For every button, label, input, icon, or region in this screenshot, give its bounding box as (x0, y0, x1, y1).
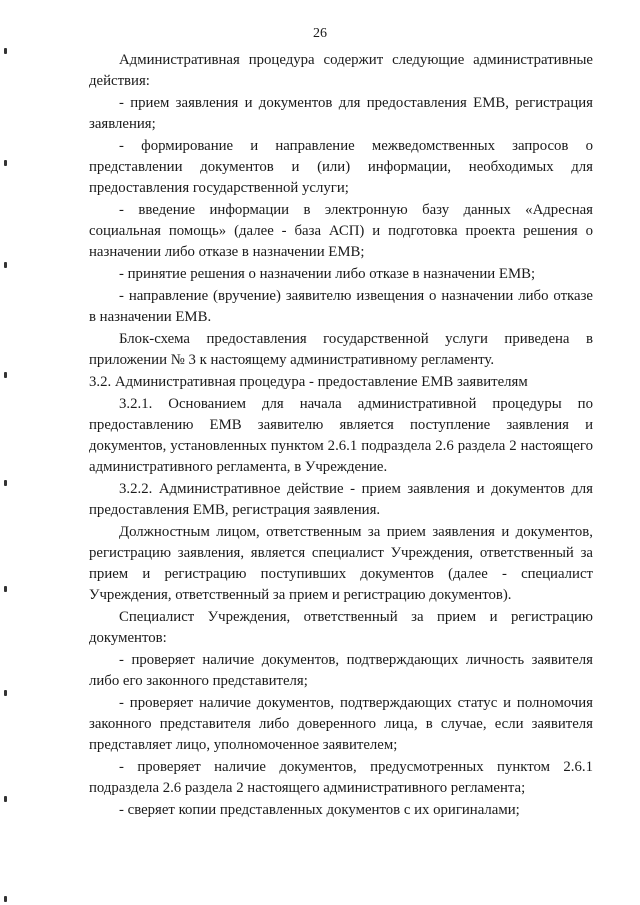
list-item: - направление (вручение) заявителю извещения о назначении либо отказе в назначении ЕМВ. (89, 288, 593, 325)
paragraph-responsible: Должностным лицом, ответственным за прием заявления и документов, регистрацию заявления, является специалист Учреждения, ответственный за прием и регистрацию поступивших документов (далее - специалист Учреждения, ответственный за прием и регистрацию документов). (89, 524, 593, 603)
scan-mark (4, 372, 7, 378)
paragraph-3-2-1: 3.2.1. Основанием для начала административной процедуры по предоставлению ЕМВ заявителю является поступление заявления и документов, установленных пунктом 2.6.1 подраздела 2.6 раздела 2 настоящего административного регламента, в Учреждение. (89, 396, 593, 475)
document-body (89, 50, 593, 821)
list-item: - введение информации в электронную базу данных «Адресная социальная помощь» (далее - база АСП) и подготовка проекта решения о назначении либо отказе в назначении ЕМВ; (89, 202, 593, 260)
scan-mark (4, 690, 7, 696)
scan-mark (4, 480, 7, 486)
scan-mark (4, 896, 7, 902)
list-item: - сверяет копии представленных документов с их оригиналами; (119, 802, 520, 818)
list-item: - прием заявления и документов для предоставления ЕМВ, регистрация заявления; (89, 95, 593, 132)
page-number: 26 (313, 26, 327, 41)
scan-mark (4, 160, 7, 166)
list-item: - проверяет наличие документов, предусмотренных пунктом 2.6.1 подраздела 2.6 раздела 2 настоящего административного регламента; (89, 759, 593, 796)
scan-mark (4, 48, 7, 54)
paragraph-specialist: Специалист Учреждения, ответственный за прием и регистрацию документов: (89, 609, 593, 646)
section-heading: 3.2. Административная процедура - предоставление ЕМВ заявителям (89, 374, 528, 390)
list-item: - проверяет наличие документов, подтверждающих статус и полномочия законного представителя либо доверенного лица, в случае, если заявителя представляет лицо, уполномоченное заявителем; (89, 695, 593, 753)
scan-mark (4, 262, 7, 268)
list-item: - принятие решения о назначении либо отказе в назначении ЕМВ; (119, 266, 536, 282)
paragraph-3-2-2: 3.2.2. Административное действие - прием заявления и документов для предоставления ЕМВ, регистрация заявления. (89, 481, 593, 518)
list-item: - проверяет наличие документов, подтверждающих личность заявителя либо его законного представителя; (89, 652, 593, 689)
list-item: - формирование и направление межведомственных запросов о представлении документов и (или) информации, необходимых для предоставления государственной услуги; (89, 138, 593, 196)
scan-mark (4, 586, 7, 592)
paragraph-flowchart: Блок-схема предоставления государственной услуги приведена в приложении № 3 к настоящему административному регламенту. (89, 331, 593, 368)
scan-mark (4, 796, 7, 802)
paragraph-intro: Административная процедура содержит следующие административные действия: (89, 52, 593, 89)
